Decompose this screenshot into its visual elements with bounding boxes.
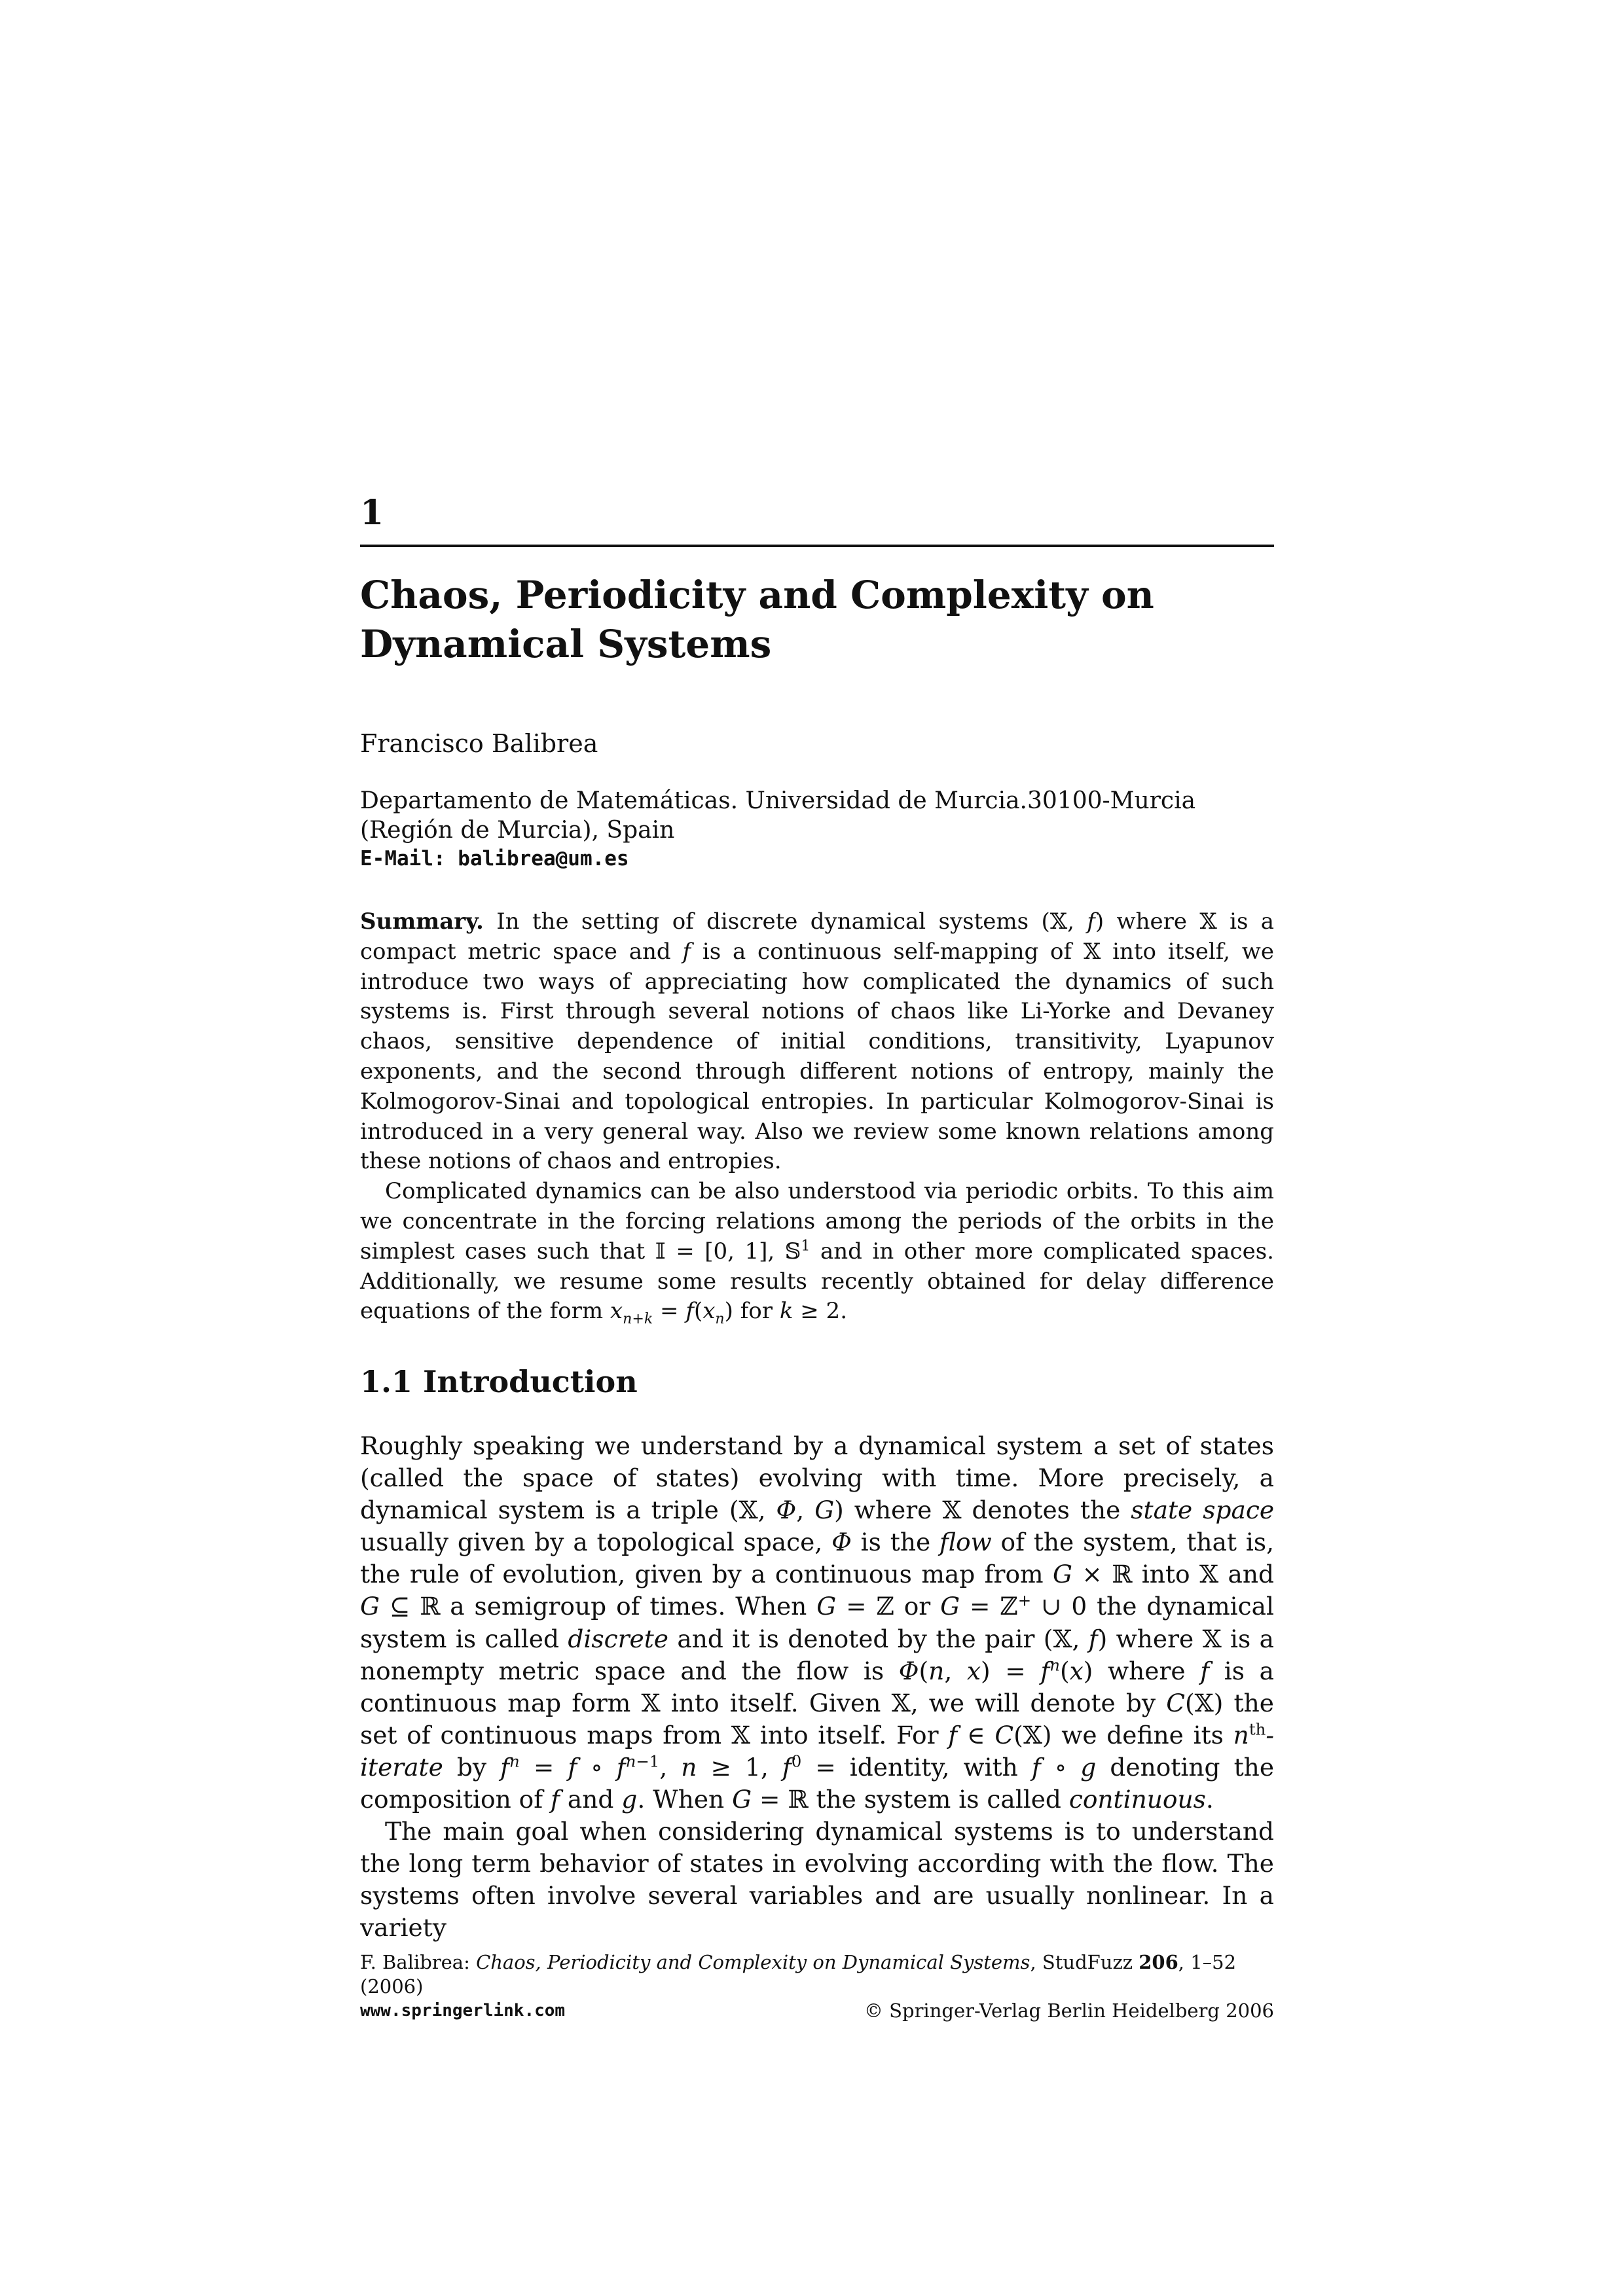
author-email: E-Mail: balibrea@um.es	[360, 847, 629, 870]
summary-paragraph: Summary. In the setting of discrete dynamical systems (𝕏, f) where 𝕏 is a compact metric space and f is a continuous self-mapping of 𝕏 into itself, we introduce two ways of appreciating how complicated the dynamics of such systems is. First through several notions of chaos like Li-Yorke and Devaney chaos, sensitive dependence of initial conditions, transitivity, Lyapunov exponents, and the second through different notions of entropy, mainly the Kolmogorov-Sinai and topological entropies. In particular Kolmogorov-Sinai is introduced in a very general way. Also we review some known relations among these notions of chaos and entropies.	[360, 908, 1275, 1175]
chapter-title: Chaos, Periodicity and Complexity on Dynamical Systems	[360, 573, 1154, 666]
chapter-rule	[360, 545, 1274, 547]
chapter-number: 1	[360, 493, 384, 533]
body-paragraph: The main goal when considering dynamical systems is to understand the long term behavior of states in evolving according with the flow. The systems often involve several variables and are usually nonlinear. In a variety	[360, 1817, 1274, 1943]
body-paragraph: Roughly speaking we understand by a dynamical system a set of states (called the space of states) evolving with time. More precisely, a dynamical system is a triple (𝕏, Φ, G) where 𝕏 denotes the state space usually given by a topological space, Φ is the flow of the system, that is, the rule of evolution, given by a continuous map from G × ℝ into 𝕏 and G ⊆ ℝ a semigroup of times. When G = ℤ or G = ℤ+ ∪ 0 the dynamical system is called discrete and it is denoted by the pair (𝕏, f) where 𝕏 is a nonempty metric space and the flow is Φ(n, $x) = f^n(x)$ where f is a continuous map form 𝕏 into itself. Given 𝕏, we will denote by C(𝕏) the set of continuous maps from 𝕏 into itself. For f ∈ C(𝕏) we define its $n^{th}$-iterate by $f^n = f$ ∘ $f^{n-1}$, n ≥ 1, $f^0$ = identity, with f ∘ g denoting the composition of f and g. When G = ℝ the system is called continuous.	[360, 1431, 1275, 1814]
summary-label: Summary.	[360, 908, 484, 935]
section-heading: 1.1 Introduction	[360, 1364, 638, 1399]
author-name: Francisco Balibrea	[360, 729, 598, 758]
section-body	[360, 1430, 1274, 1945]
footer-url[interactable]: www.springerlink.com	[360, 2001, 566, 2020]
footer	[360, 1950, 1274, 2023]
footer-copyright: © Springer-Verlag Berlin Heidelberg 2006	[864, 2000, 1274, 2022]
footer-citation: F. Balibrea: Chaos, Periodicity and Complexity on Dynamical Systems, StudFuzz 206, 1–52 (2006)	[360, 1951, 1237, 1998]
author-affiliation: Departamento de Matemáticas. Universidad de Murcia.30100-Murcia (Región de Murcia), Spain	[360, 787, 1196, 844]
summary-paragraph: Complicated dynamics can be also understood via periodic orbits. To this aim we concentrate in the forcing relations among the periods of the orbits in the simplest cases such that 𝕀 = [0, 1], 𝕊$^1$ and in other more complicated spaces. Additionally, we resume some results recently obtained for delay difference equations of the form $x_{n+k} = f(x_n)$ for k ≥ 2.	[360, 1178, 1274, 1328]
summary	[360, 907, 1274, 1327]
